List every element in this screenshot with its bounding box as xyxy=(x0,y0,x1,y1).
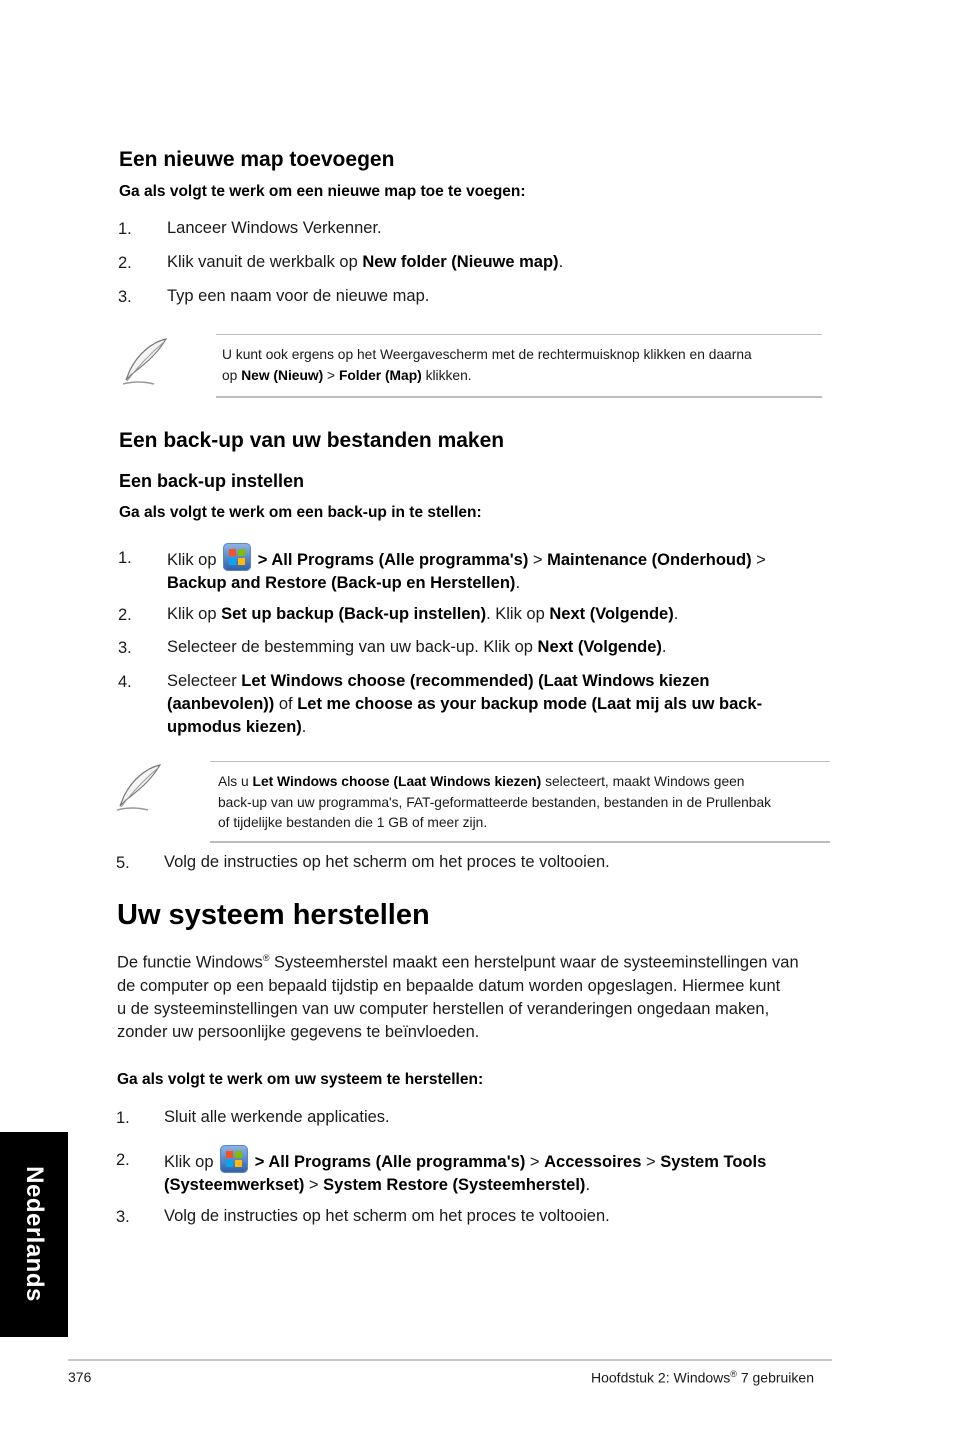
step-text: Volg de instructies op het scherm om het proces te voltooien. xyxy=(164,1207,610,1225)
section-title-new-folder: Een nieuwe map toevoegen xyxy=(119,148,395,171)
intro-paragraph: De functie Windows® Systeemherstel maakt een herstelpunt waar de systeeminstellingen van de computer op een bepaald tijdstip en bepaalde datum worden opgeslagen. Hiermee kunt u de systeeminstellingen van uw computer herstellen of veranderingen ongedaan maken, zonder uw persoonlijke gegevens te beïnvloeden. xyxy=(117,953,799,1041)
step-text: Typ een naam voor de nieuwe map. xyxy=(167,287,430,305)
page-number: 376 xyxy=(68,1369,92,1385)
section-lead: Ga als volgt te werk om een nieuwe map toe te voegen: xyxy=(119,183,526,200)
step-number: 1. xyxy=(116,1109,130,1127)
windows-start-icon xyxy=(223,543,251,571)
step-text: Klik op > All Programs (Alle programma's) > Accessoires > System Tools (Systeemwerkset) > System Restore (Systeemherstel). xyxy=(164,1145,834,1197)
step-text: Klik op > All Programs (Alle programma's) > Maintenance (Onderhoud) > Backup and Restore (Back-up en Herstellen). xyxy=(167,543,827,595)
note-text: Als u Let Windows choose (Laat Windows kiezen) selecteert, maakt Windows geen back-up van uw programma's, FAT-geformatteerde bestanden, bestanden in de Prullenbak of tijdelijke bestanden die 1 GB of meer zijn. xyxy=(218,774,772,830)
step-number: 5. xyxy=(116,854,130,872)
feather-note-icon xyxy=(112,762,166,814)
step-number: 2. xyxy=(118,254,132,272)
step-number: 1. xyxy=(118,549,132,567)
step-text: Volg de instructies op het scherm om het proces te voltooien. xyxy=(164,853,610,871)
subsection-title: Een back-up instellen xyxy=(119,471,305,491)
step-number: 1. xyxy=(118,220,132,238)
windows-start-icon xyxy=(220,1145,248,1173)
step-text: Selecteer Let Windows choose (recommended) (Laat Windows kiezen (aanbevolen)) of Let me choose as your backup mode (Laat mij als uw back- upmodus kiezen). xyxy=(167,672,763,736)
step-number: 3. xyxy=(118,288,132,306)
step-number: 2. xyxy=(118,606,132,624)
step-number: 4. xyxy=(118,673,132,691)
step-text: Klik vanuit de werkbalk op New folder (Nieuwe map). xyxy=(167,253,564,271)
page-heading: Uw systeem herstellen xyxy=(117,899,430,931)
step-text: Selecteer de bestemming van uw back-up. Klik op Next (Volgende). xyxy=(167,638,667,656)
step-number: 3. xyxy=(118,639,132,657)
step-number: 3. xyxy=(116,1208,130,1226)
note-text: U kunt ook ergens op het Weergavescherm met de rechtermuisknop klikken en daarna op New (Nieuw) > Folder (Map) klikken. xyxy=(222,347,752,383)
chapter-footer: Hoofdstuk 2: Windows® 7 gebruiken xyxy=(591,1369,814,1386)
language-side-tab xyxy=(0,1132,68,1337)
footer-rule xyxy=(68,1359,832,1361)
section-lead: Ga als volgt te werk om uw systeem te herstellen: xyxy=(117,1071,484,1088)
step-number: 2. xyxy=(116,1151,130,1169)
feather-note-icon xyxy=(118,336,172,388)
step-text: Sluit alle werkende applicaties. xyxy=(164,1108,390,1126)
step-text: Klik op Set up backup (Back-up instellen). Klik op Next (Volgende). xyxy=(167,605,679,623)
language-tab-label: Nederlands xyxy=(21,1166,48,1302)
step-text: Lanceer Windows Verkenner. xyxy=(167,219,382,237)
section-title-backup: Een back-up van uw bestanden maken xyxy=(119,429,505,452)
section-lead: Ga als volgt te werk om een back-up in te stellen: xyxy=(119,504,482,521)
